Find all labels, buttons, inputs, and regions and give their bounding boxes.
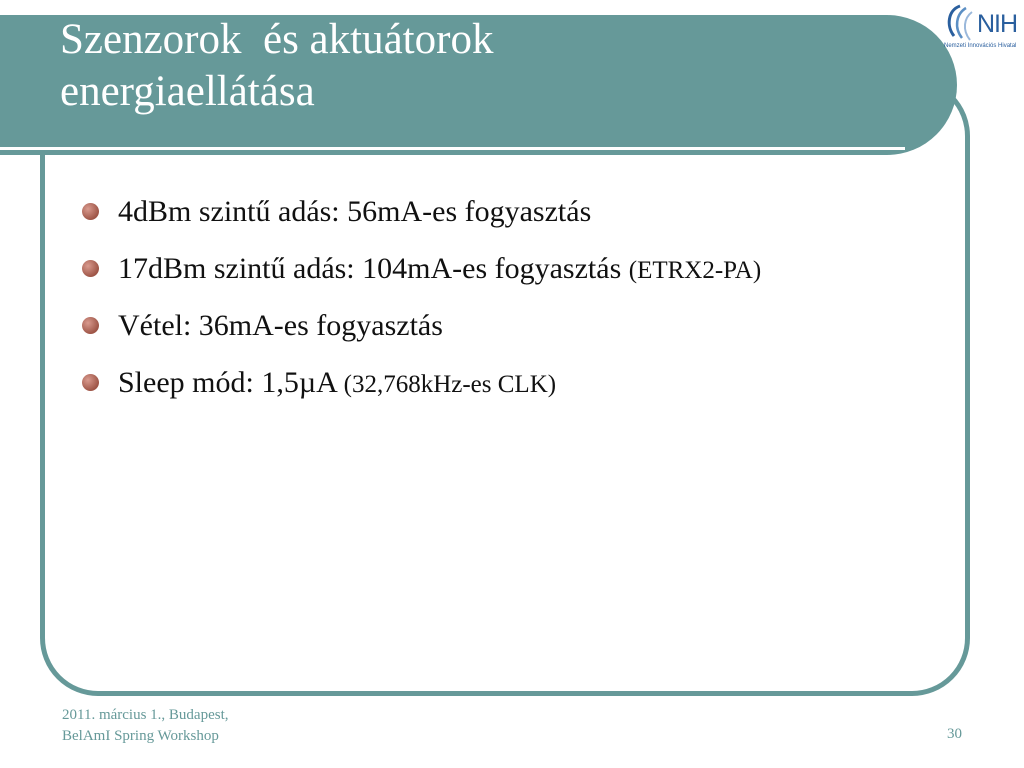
bullet-text: 4dBm szintű adás: 56mA-es fogyasztás [118,195,592,228]
logo-subtitle: Nemzeti Innovációs Hivatal [944,43,1017,49]
bullet-item [80,300,761,357]
bullet-list [80,186,761,414]
footer-workshop: BelAmI Spring Workshop [62,728,219,744]
nih-swirl-icon [942,2,976,44]
slide-title: Szenzorok és aktuátorok energiaellátása [60,16,494,115]
footer-date-place: 2011. március 1., Budapest, [62,707,229,723]
bullet-dot-icon [82,317,99,334]
page-number: 30 [947,726,962,742]
footer-event [62,705,229,747]
title-underline [0,147,905,150]
bullet-dot-icon [82,203,99,220]
bullet-dot-icon [82,260,99,277]
bullet-item [80,243,761,300]
bullet-text: Vétel: 36mA-es fogyasztás [118,309,443,342]
bullet-text: Sleep mód: 1,5µA [118,366,344,399]
bullet-note: (32,768kHz-es CLK) [343,371,557,398]
bullet-dot-icon [82,374,99,391]
bullet-item [80,357,761,414]
bullet-note: (ETRX2-PA) [628,257,762,284]
bullet-text: 17dBm szintű adás: 104mA-es fogyasztás [118,252,629,285]
logo-text: NIH [977,10,1018,38]
nih-logo [940,2,1024,54]
bullet-item [80,186,761,243]
